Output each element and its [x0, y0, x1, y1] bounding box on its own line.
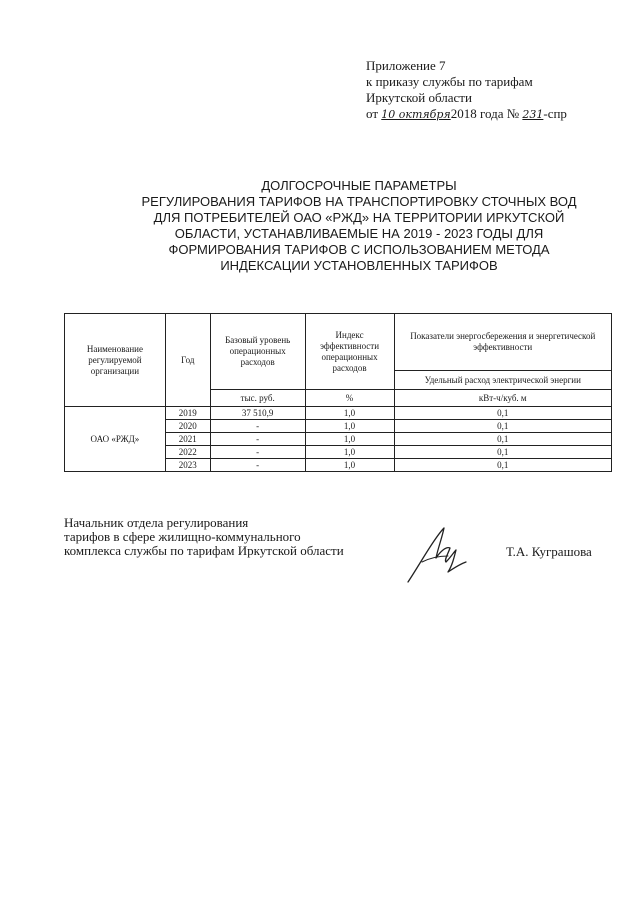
title-line: ФОРМИРОВАНИЯ ТАРИФОВ С ИСПОЛЬЗОВАНИЕМ МЕТОДА [168, 242, 550, 257]
cell-year: 2020 [165, 420, 210, 433]
date-prefix: от [366, 106, 379, 121]
cell-organization: ОАО «РЖД» [65, 407, 166, 472]
handwritten-number: 231 [522, 108, 544, 121]
cell-index: 1,0 [305, 420, 394, 433]
title-line: ОБЛАСТИ, УСТАНАВЛИВАЕМЫЕ НА 2019 - 2023 ГОДЫ ДЛЯ [174, 226, 544, 241]
title-line: ДОЛГОСРОЧНЫЕ ПАРАМЕТРЫ [261, 178, 457, 193]
appendix-line-2: к приказу службы по тарифам [366, 74, 533, 89]
cell-energy: 0,1 [394, 446, 612, 459]
date-mid: 2018 года № [450, 106, 520, 121]
cell-base: - [210, 446, 305, 459]
appendix-date-line [366, 106, 567, 123]
unit-energy: кВт-ч/куб. м [394, 390, 612, 407]
header-year: Год [165, 314, 210, 407]
unit-base: тыс. руб. [210, 390, 305, 407]
cell-index: 1,0 [305, 459, 394, 472]
appendix-line-3: Иркутской области [366, 90, 472, 105]
cell-year: 2019 [165, 407, 210, 420]
appendix-line-1: Приложение 7 [366, 58, 446, 73]
cell-base: - [210, 420, 305, 433]
position-line-3: комплекса службы по тарифам Иркутской области [64, 543, 344, 558]
cell-index: 1,0 [305, 433, 394, 446]
cell-energy: 0,1 [394, 407, 612, 420]
handwritten-date: 10 октября [381, 108, 451, 121]
cell-index: 1,0 [305, 446, 394, 459]
cell-index: 1,0 [305, 407, 394, 420]
date-suffix: -спр [543, 106, 567, 121]
header-energy-consumption: Удельный расход электрической энергии [394, 371, 612, 390]
cell-base: - [210, 459, 305, 472]
signatory-name: Т.А. Куграшова [506, 544, 592, 559]
cell-energy: 0,1 [394, 433, 612, 446]
cell-year: 2023 [165, 459, 210, 472]
title-line: ИНДЕКСАЦИИ УСТАНОВЛЕННЫХ ТАРИФОВ [220, 258, 498, 273]
cell-energy: 0,1 [394, 420, 612, 433]
table-row [65, 407, 612, 420]
appendix-header [366, 58, 567, 123]
unit-index: % [305, 390, 394, 407]
cell-year: 2022 [165, 446, 210, 459]
cell-base: 37 510,9 [210, 407, 305, 420]
header-energy-indicators: Показатели энергосбережения и энергетической эффективности [394, 314, 612, 371]
header-organization: Наименование регулируемой организации [65, 314, 166, 407]
cell-base: - [210, 433, 305, 446]
signatory-position [64, 516, 344, 558]
parameters-table [64, 313, 612, 472]
header-efficiency-index: Индекс эффективности операционных расходов [305, 314, 394, 390]
position-line-1: Начальник отдела регулирования [64, 515, 249, 530]
document-title [110, 178, 608, 274]
cell-year: 2021 [165, 433, 210, 446]
cell-energy: 0,1 [394, 459, 612, 472]
title-line: РЕГУЛИРОВАНИЯ ТАРИФОВ НА ТРАНСПОРТИРОВКУ СТОЧНЫХ ВОД [141, 194, 577, 209]
header-base-level: Базовый уровень операционных расходов [210, 314, 305, 390]
handwritten-signature [402, 522, 472, 586]
title-line: ДЛЯ ПОТРЕБИТЕЛЕЙ ОАО «РЖД» НА ТЕРРИТОРИИ ИРКУТСКОЙ [153, 210, 565, 225]
position-line-2: тарифов в сфере жилищно-коммунального [64, 529, 301, 544]
